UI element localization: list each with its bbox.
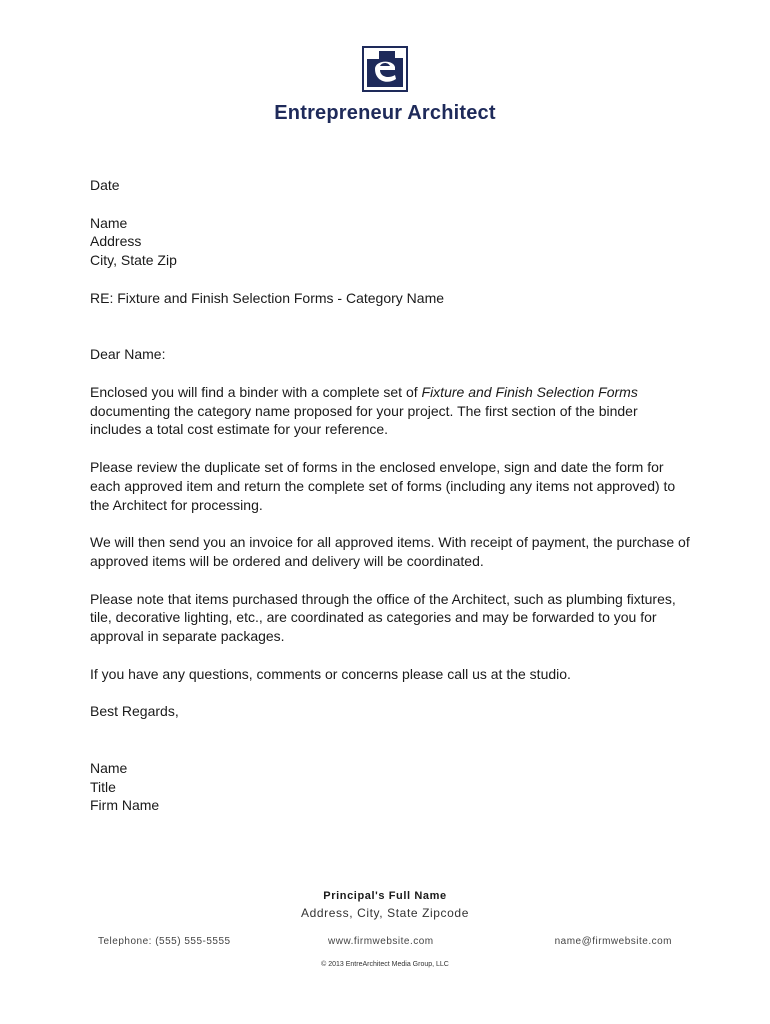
footer-telephone: Telephone: (555) 555-5555	[98, 936, 231, 947]
footer-principal-name: Principal's Full Name	[323, 890, 447, 902]
closing: Best Regards,	[90, 703, 179, 720]
recipient-address: Address	[90, 233, 142, 250]
paragraph-questions: If you have any questions, comments or concerns please call us at the studio.	[90, 665, 571, 682]
paragraph-enclosed-binder-start: Enclosed you will find a binder with a complete set of	[90, 383, 422, 400]
letter-date: Date	[90, 177, 120, 193]
footer-website: www.firmwebsite.com	[328, 936, 434, 947]
footer-address: Address, City, State Zipcode	[301, 906, 469, 920]
recipient-name: Name	[90, 214, 128, 231]
letterhead-logo	[362, 46, 408, 92]
forms-title-italic: Fixture and Finish Selection Forms	[421, 383, 638, 400]
recipient-city-state-zip: City, State Zip	[90, 252, 177, 269]
signature-firm: Firm Name	[90, 797, 160, 814]
paragraph-enclosed-binder	[90, 383, 690, 439]
firm-name-heading: Entrepreneur Architect	[274, 102, 496, 124]
paragraph-enclosed-binder-end: documenting the category name proposed for your project. The first section of the binder includes a total cost estimate for your reference.	[90, 402, 638, 438]
paragraph-categories-note: Please note that items purchased through the office of the Architect, such as plumbing fixtures, tile, decorative lighting, etc., are coordinated as categories and may be forwarded to you for approval in separate packages.	[90, 590, 676, 645]
paragraph-invoice: We will then send you an invoice for all approved items. With receipt of payment, the purchase of approved items will be ordered and delivery will be coordinated.	[90, 534, 690, 569]
signature-name: Name	[90, 759, 128, 776]
letter-body	[90, 176, 690, 815]
salutation: Dear Name:	[90, 346, 166, 363]
entrearchitect-logo-icon	[362, 46, 408, 92]
paragraph-review-forms: Please review the duplicate set of forms in the enclosed envelope, sign and date the form for each approved item and return the complete set of forms (including any items not approved) to the Architect for processing.	[90, 458, 676, 513]
footer-email: name@firmwebsite.com	[554, 936, 672, 947]
re-line: RE: Fixture and Finish Selection Forms - Category Name	[90, 289, 445, 306]
footer-copyright: © 2013 EntreArchitect Media Group, LLC	[321, 961, 449, 968]
signature-title: Title	[90, 778, 116, 795]
